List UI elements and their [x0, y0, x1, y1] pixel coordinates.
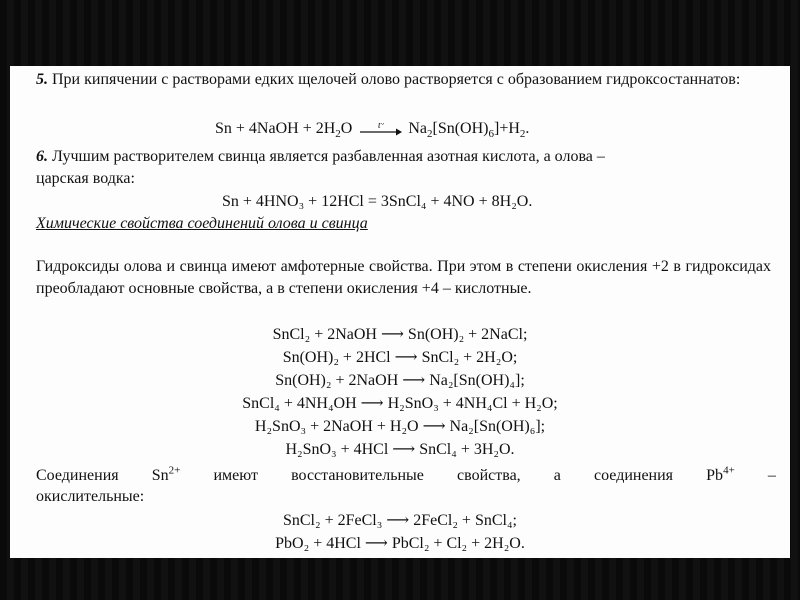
hydroxides-paragraph: Гидроксиды олова и свинца имеют амфотерные свойства. При этом в степени окисления +2 в гидроксидах преобладают основные свойства, а в степени окисления +4 – кислотные.	[36, 258, 771, 297]
item-5-equation: Sn + 4NaOH + $2H_2O$ t° $Na_2[Sn(OH)_6]+H_2$.	[215, 120, 530, 141]
reaction-2: Sn(OH)₂ + 2HCl ⟶ SnCl₂ + 2H₂O;	[282, 349, 518, 366]
item-5-number: 5.	[36, 71, 48, 88]
svg-text:t°: t°	[378, 123, 385, 131]
section-title: Химические свойства соединений олова и свинца	[36, 215, 368, 232]
redox-line-2: окислительные:	[36, 488, 145, 505]
heat-arrow-icon	[358, 123, 402, 135]
document-page	[10, 66, 790, 558]
item-6-equation: Sn + 4HNO₃ + 12HCl = 3SnCl₄ + 4NO + 8H₂O.	[222, 193, 533, 210]
reaction-5: H₂SnO₃ + 2NaOH + H₂O ⟶ Na₂[Sn(OH)₆];	[254, 418, 546, 435]
reaction-1: SnCl₂ + 2NaOH ⟶ Sn(OH)₂ + 2NaCl;	[272, 326, 528, 343]
redox-reaction-1: SnCl₂ + 2FeCl₃ ⟶ 2FeCl₂ + SnCl₄;	[282, 512, 517, 529]
item-6-number: 6.	[36, 148, 48, 165]
item-5-text: При кипячении с растворами едких щелочей олово растворяется с образованием гидроксостаннатов:	[52, 71, 741, 88]
redox-line-1: Соединения $Sn^{2+}$ имеют восстановительные свойства, а соединения $Pb^{4+}$ –	[36, 464, 776, 484]
reaction-6: H₂SnO₃ + 4HCl ⟶ SnCl₄ + 3H₂O.	[285, 441, 515, 458]
reaction-4: SnCl₄ + 4NH₄OH ⟶ H₂SnO₃ + 4NH₄Cl + H₂O;	[242, 395, 558, 412]
reaction-3: Sn(OH)₂ + 2NaOH ⟶ Na₂[Sn(OH)₄];	[275, 372, 525, 389]
item-5-paragraph	[36, 69, 771, 91]
item-6-line-1: 6. Лучшим растворителем свинца является разбавленная азотная кислота, а олова –	[36, 148, 605, 165]
item-6-line-2: царская водка:	[36, 170, 135, 187]
redox-reaction-2: PbO₂ + 4HCl ⟶ PbCl₂ + Cl₂ + 2H₂O.	[275, 535, 525, 552]
